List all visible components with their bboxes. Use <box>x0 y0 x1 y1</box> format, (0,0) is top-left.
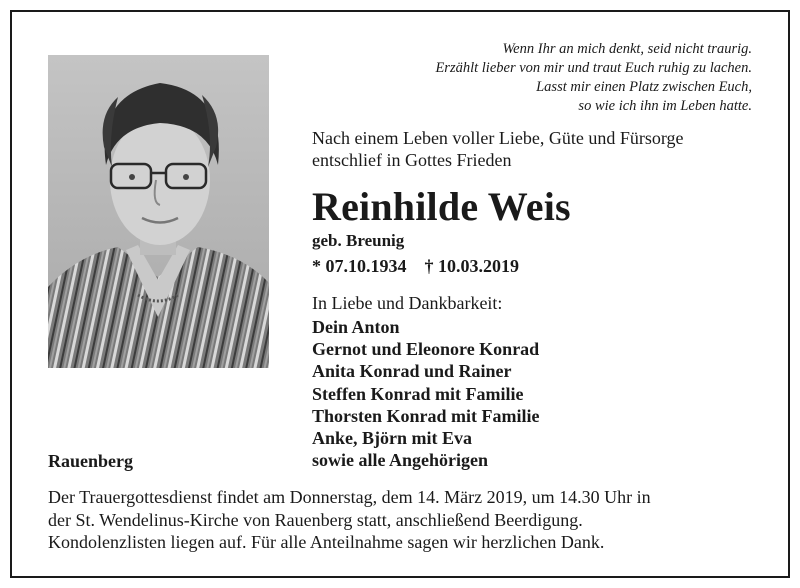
mourner-name: Gernot und Eleonore Konrad <box>312 339 540 360</box>
service-info <box>48 486 768 554</box>
service-line: Kondolenzlisten liegen auf. Für alle Anteilnahme sagen wir herzlichen Dank. <box>48 532 605 552</box>
intro-text <box>312 127 684 171</box>
birth-date: * 07.10.1934 <box>312 256 407 276</box>
portrait-photo <box>48 55 269 368</box>
mourner-name: sowie alle Angehörigen <box>312 450 488 471</box>
mourner-name: Steffen Konrad mit Familie <box>312 383 524 404</box>
poem-line: Erzählt lieber von mir und traut Euch ruhig zu lachen. <box>435 60 752 76</box>
mourner-name: Anke, Björn mit Eva <box>312 428 473 449</box>
birth-name: geb. Breunig <box>312 231 405 250</box>
intro-line: Nach einem Leben voller Liebe, Güte und Fürsorge <box>312 128 684 148</box>
mourner-name: Dein Anton <box>312 317 400 337</box>
service-line: Der Trauergottesdienst findet am Donnerstag, dem 14. März 2019, um 14.30 Uhr in <box>48 487 651 507</box>
service-line: der St. Wendelinus-Kirche von Rauenberg statt, anschließend Beerdigung. <box>48 509 583 530</box>
poem-line: Lasst mir einen Platz zwischen Euch, <box>536 79 752 95</box>
poem-line: Wenn Ihr an mich denkt, seid nicht traurig. <box>502 41 752 57</box>
mourner-name: Thorsten Konrad mit Familie <box>312 405 540 426</box>
death-date: † 10.03.2019 <box>424 256 519 276</box>
place-name: Rauenberg <box>48 451 133 471</box>
poem <box>332 40 752 116</box>
poem-line: so wie ich ihn im Leben hatte. <box>578 98 752 114</box>
life-dates <box>312 255 519 277</box>
deceased-name: Reinhilde Weis <box>312 184 571 229</box>
mourner-name: Anita Konrad und Rainer <box>312 361 512 382</box>
mourners-heading: In Liebe und Dankbarkeit: <box>312 293 503 313</box>
mourners-list <box>312 316 540 471</box>
intro-line: entschlief in Gottes Frieden <box>312 150 512 170</box>
portrait-illustration <box>48 55 269 368</box>
